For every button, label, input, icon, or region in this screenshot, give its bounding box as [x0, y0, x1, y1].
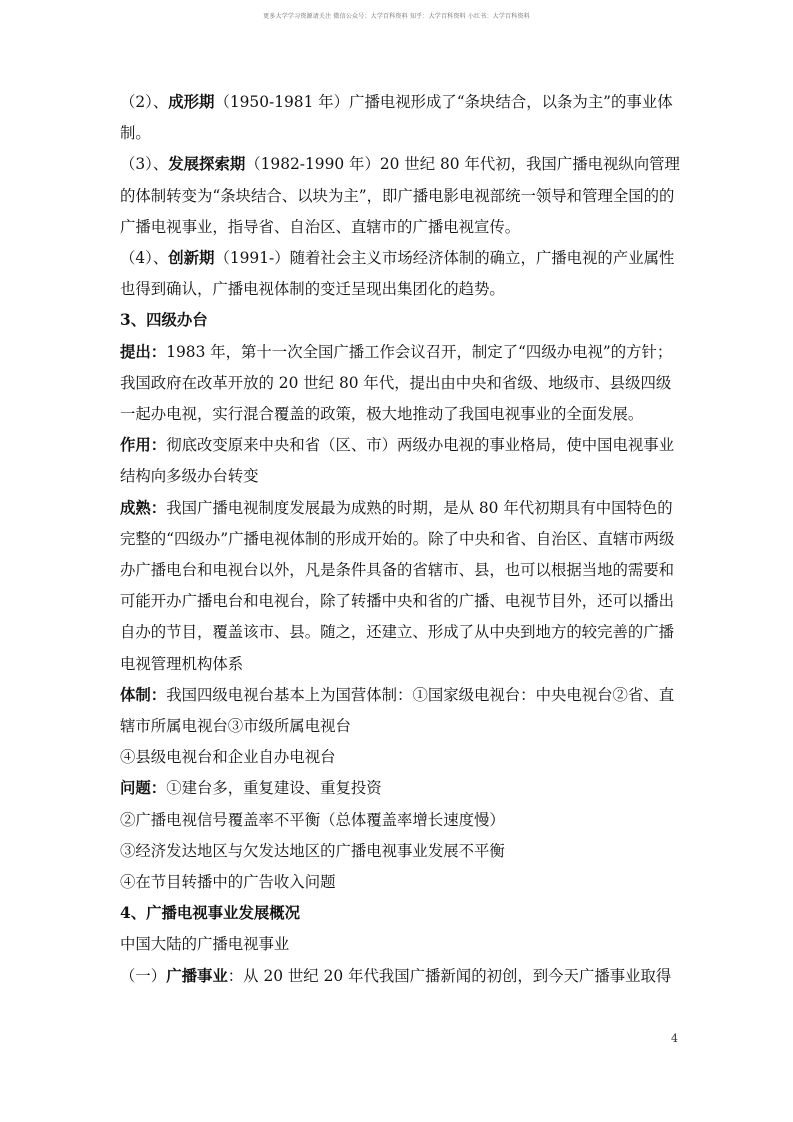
paragraph-heading: 3、四级办台 — [120, 311, 208, 330]
paragraph — [120, 836, 680, 867]
paragraph-prefix: （一） — [120, 966, 167, 985]
paragraph-heading: 广播事业 — [166, 966, 228, 985]
page-number: 4 — [671, 1032, 678, 1045]
paragraph-text: 彻底改变原来中央和省（区、市）两级办电视的事业格局，使中国电视事业结构向多级办台转变 — [120, 436, 675, 486]
paragraph-heading: 作用： — [120, 436, 167, 455]
paragraph-prefix: （4）、 — [120, 249, 169, 268]
page-header-note: 更多大学学习资源请关注 微信公众号：大学百科资料 知乎：大学百科资料 小红书：大学百科资料 — [263, 13, 530, 20]
document-body — [120, 87, 680, 992]
paragraph — [120, 742, 680, 773]
paragraph-text: 我国广播电视制度发展最为成熟的时期，是从 80 年代初期具有中国特色的完整的“四级办”广播电视体制的形成开始的。除了中央和省、自治区、直辖市两级办广播电台和电视台以外，凡是条件具备的省辖市、县，也可以根据当地的需要和可能开办广播电台和电视台，除了转播中央和省的广播、电视节目外，还可以播出自办的节目，覆盖该市、县。随之，还建立、形成了从中央到地方的较完善的广播电视管理机构体系 — [120, 498, 675, 673]
paragraph-text: ①建台多，重复建设、重复投资 — [166, 779, 382, 798]
paragraph-heading: 发展探索期 — [168, 155, 246, 174]
paragraph-heading: 创新期 — [168, 249, 215, 268]
paragraph-prefix: （3）、 — [120, 155, 169, 174]
paragraph-heading: 提出： — [120, 342, 167, 361]
paragraph-text: （1991-）随着社会主义市场经济体制的确立，广播电视的产业属性也得到确认，广播电视体制的变迁呈现出集团化的趋势。 — [120, 249, 675, 299]
paragraph — [120, 493, 680, 680]
paragraph-text: ④县级电视台和企业自办电视台 — [120, 748, 336, 767]
paragraph — [120, 337, 680, 431]
paragraph-heading: 成形期 — [168, 93, 215, 111]
paragraph-text: ：从 20 世纪 20 年代我国广播新闻的初创，到今天广播事业取得 — [227, 966, 672, 985]
paragraph — [120, 149, 680, 243]
paragraph-text: （1982-1990 年）20 世纪 80 年代初，我国广播电视纵向管理的体制转变为“条块结合、以块为主”，即广播电影电视部统一领导和管理全国的的广播电视事业，指导省、自治区、直辖市的广播电视宣传。 — [120, 155, 680, 236]
paragraph — [120, 243, 680, 305]
paragraph-text: ②广播电视信号覆盖率不平衡（总体覆盖率增长速度慢） — [120, 810, 505, 829]
paragraph-text: （1950-1981 年）广播电视形成了“条块结合，以条为主”的事业体制。 — [120, 93, 673, 143]
paragraph — [120, 87, 680, 149]
paragraph — [120, 680, 680, 742]
paragraph-heading: 4、广播电视事业发展概况 — [120, 904, 301, 923]
paragraph-text: ④在节目转播中的广告收入问题 — [120, 873, 336, 892]
paragraph — [120, 430, 680, 492]
paragraph-text: 1983 年，第十一次全国广播工作会议召开，制定了“四级办电视”的方针；我国政府在改革开放的 20 世纪 80 年代，提出由中央和省级、地级市、县级四级一起办电视，实行混合覆盖的政策，极大地推动了我国电视事业的全面发展。 — [120, 342, 673, 424]
paragraph — [120, 867, 680, 898]
paragraph — [120, 305, 680, 336]
paragraph-prefix: （2）、 — [120, 93, 169, 111]
paragraph-heading: 问题： — [120, 779, 167, 798]
paragraph — [120, 898, 680, 929]
paragraph — [120, 805, 680, 836]
paragraph-text: ③经济发达地区与欠发达地区的广播电视事业发展不平衡 — [120, 841, 505, 860]
paragraph-text: 中国大陆的广播电视事业 — [120, 935, 290, 954]
paragraph — [120, 773, 680, 804]
paragraph — [120, 961, 680, 992]
paragraph-heading: 成熟： — [120, 498, 167, 517]
paragraph-text: 我国四级电视台基本上为国营体制：①国家级电视台：中央电视台②省、直辖市所属电视台③市级所属电视台 — [120, 685, 675, 736]
paragraph-heading: 体制： — [120, 685, 167, 704]
paragraph — [120, 929, 680, 960]
